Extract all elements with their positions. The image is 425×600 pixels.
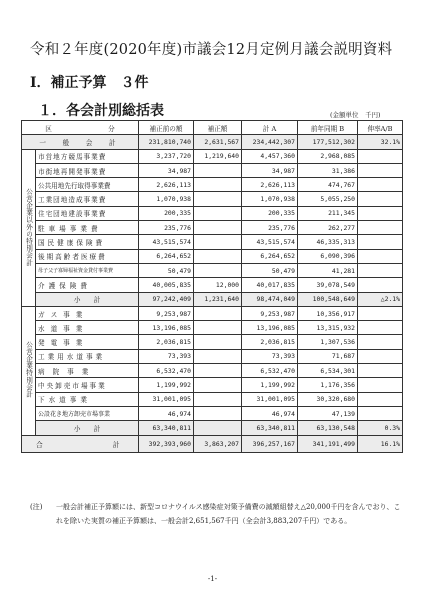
- group1-label: 公営企業以外の特別会計: [24, 187, 33, 266]
- table-row: [22, 263, 403, 277]
- sub-heading: １．各会計別総括表: [38, 103, 164, 119]
- subtotal-ratio: 0.3%: [358, 421, 403, 435]
- row-ratio: [358, 221, 403, 235]
- footnote: [30, 500, 406, 528]
- row-prev: 1,307,536: [298, 335, 358, 349]
- footnote-label: (注): [30, 503, 43, 511]
- row-total: 235,776: [242, 221, 298, 235]
- row-prev: 31,386: [298, 163, 358, 177]
- grand-total-ratio: 16.1%: [358, 435, 403, 452]
- row-total: 73,393: [242, 349, 298, 363]
- table-row: [22, 378, 403, 392]
- row-before: 2,626,113: [139, 178, 194, 192]
- subtotal-amount: 1,231,640: [194, 292, 242, 306]
- grand-total-row: [22, 435, 403, 452]
- row-amount: [194, 249, 242, 263]
- row-total: 40,017,835: [242, 278, 298, 292]
- row-before: 43,515,574: [139, 235, 194, 249]
- unit-note: (金額単位 千円): [330, 111, 381, 119]
- table-row: [22, 221, 403, 235]
- row-ratio: [358, 235, 403, 249]
- row-before: 46,974: [139, 406, 194, 420]
- row-total: 13,196,085: [242, 321, 298, 335]
- row-ratio: [358, 306, 403, 320]
- table-row: [22, 321, 403, 335]
- row-amount: [194, 178, 242, 192]
- row-name: 下水道事業: [36, 392, 139, 406]
- header-prev: 前年同期 B: [298, 121, 358, 135]
- row-name: 公設花き地方卸売市場事業: [36, 406, 139, 420]
- row-total: 1,199,992: [242, 378, 298, 392]
- row-ratio: [358, 263, 403, 277]
- row-before: 6,264,652: [139, 249, 194, 263]
- row-before: 73,393: [139, 349, 194, 363]
- table-row: [22, 306, 403, 320]
- grand-total-label: 合: [36, 440, 43, 449]
- table-row: [22, 149, 403, 163]
- row-name: 駐車場事業費: [36, 221, 139, 235]
- header-ratio: 伸率A/B: [358, 121, 403, 135]
- row-name: ガス事業: [36, 306, 139, 320]
- table-row: [22, 406, 403, 420]
- row-name: 市街地再開発事業費: [36, 163, 139, 177]
- row-prev: 1,176,356: [298, 378, 358, 392]
- row-amount: [194, 364, 242, 378]
- row-amount: [194, 306, 242, 320]
- general-amount: 2,631,567: [194, 135, 242, 149]
- row-ratio: [358, 163, 403, 177]
- row-name: 工業用水道事業: [36, 349, 139, 363]
- row-before: 9,253,987: [139, 306, 194, 320]
- row-before: 1,199,992: [139, 378, 194, 392]
- row-total: 1,070,938: [242, 192, 298, 206]
- row-total: 46,974: [242, 406, 298, 420]
- row-name: 国民健康保険費: [36, 235, 139, 249]
- row-ratio: [358, 249, 403, 263]
- table-row: [22, 178, 403, 192]
- table-row: [22, 163, 403, 177]
- row-name: 母子父子寡婦福祉資金貸付事業費: [36, 263, 139, 277]
- row-ratio: [358, 206, 403, 220]
- grand-total-prev: 341,191,499: [298, 435, 358, 452]
- row-amount: [194, 206, 242, 220]
- row-total: 2,626,113: [242, 178, 298, 192]
- group2-subtotal-row: [22, 421, 403, 435]
- table-row: [22, 335, 403, 349]
- row-name: 市営地方競馬事業費: [36, 149, 139, 163]
- row-name: 工業団地造成事業費: [36, 192, 139, 206]
- table-row: [22, 249, 403, 263]
- row-ratio: [358, 406, 403, 420]
- row-before: 6,532,470: [139, 364, 194, 378]
- subtotal-amount: [194, 421, 242, 435]
- row-total: 34,987: [242, 163, 298, 177]
- page-title: 令和２年度(2020年度)市議会12月定例月議会説明資料: [30, 42, 393, 58]
- row-ratio: [358, 349, 403, 363]
- row-before: 13,196,085: [139, 321, 194, 335]
- row-name: 中央卸売市場事業: [36, 378, 139, 392]
- row-before: 34,987: [139, 163, 194, 177]
- row-prev: 6,090,396: [298, 249, 358, 263]
- row-amount: [194, 235, 242, 249]
- row-prev: 211,345: [298, 206, 358, 220]
- table-row: [22, 206, 403, 220]
- grand-total-amount: 3,863,207: [194, 435, 242, 452]
- row-name: 住宅団地建設事業費: [36, 206, 139, 220]
- row-name: 発電事業: [36, 335, 139, 349]
- footnote-text: 一般会計補正予算額には、新型コロナウイルス感染症対策予備費の減額組替え△20,000千円を含んでおり、これを除いた実質の補正予算額は、一般会計2,651,567千円（全会計3,883,207千円）である。: [56, 503, 401, 525]
- header-amount: 補正額: [194, 121, 242, 135]
- group1-subtotal-row: [22, 292, 403, 306]
- group2-label-cell: [22, 306, 36, 435]
- row-ratio: [358, 278, 403, 292]
- row-ratio: [358, 392, 403, 406]
- section-heading: Ⅰ．補正予算 ３件: [30, 75, 149, 91]
- row-total: 9,253,987: [242, 306, 298, 320]
- subtotal-ratio: △2.1%: [358, 292, 403, 306]
- row-prev: 6,534,301: [298, 364, 358, 378]
- row-amount: [194, 335, 242, 349]
- row-amount: [194, 321, 242, 335]
- row-amount: [194, 392, 242, 406]
- row-amount: 12,000: [194, 278, 242, 292]
- row-name: 病院事業: [36, 364, 139, 378]
- row-before: 235,776: [139, 221, 194, 235]
- grand-total-before: 392,393,960: [139, 435, 194, 452]
- header-bun: 分: [108, 124, 115, 133]
- row-total: 43,515,574: [242, 235, 298, 249]
- row-amount: [194, 263, 242, 277]
- general-before: 231,810,740: [139, 135, 194, 149]
- row-amount: [194, 221, 242, 235]
- header-row: [22, 121, 403, 135]
- row-total: 6,264,652: [242, 249, 298, 263]
- budget-summary-table: [21, 120, 403, 453]
- row-amount: [194, 192, 242, 206]
- table-row: [22, 192, 403, 206]
- row-total: 200,335: [242, 206, 298, 220]
- subtotal-prev: 100,548,649: [298, 292, 358, 306]
- row-prev: 474,767: [298, 178, 358, 192]
- row-ratio: [358, 335, 403, 349]
- table-row: [22, 349, 403, 363]
- header-category: [22, 121, 139, 135]
- row-before: 3,237,720: [139, 149, 194, 163]
- row-total: 50,479: [242, 263, 298, 277]
- row-before: 200,335: [139, 206, 194, 220]
- row-prev: 46,335,313: [298, 235, 358, 249]
- subtotal-total: 63,340,811: [242, 421, 298, 435]
- row-prev: 71,687: [298, 349, 358, 363]
- row-ratio: [358, 378, 403, 392]
- row-amount: [194, 163, 242, 177]
- row-prev: 30,320,680: [298, 392, 358, 406]
- row-prev: 2,968,085: [298, 149, 358, 163]
- row-before: 31,001,095: [139, 392, 194, 406]
- group2-label: 公営企業特別会計: [24, 341, 33, 399]
- row-ratio: [358, 364, 403, 378]
- general-total: 234,442,307: [242, 135, 298, 149]
- table-row: [22, 278, 403, 292]
- row-ratio: [358, 149, 403, 163]
- subtotal-label: 小 計: [36, 421, 139, 435]
- header-before: 補正前の額: [139, 121, 194, 135]
- subtotal-total: 98,474,049: [242, 292, 298, 306]
- row-name: 後期高齢者医療費: [36, 249, 139, 263]
- row-total: 6,532,470: [242, 364, 298, 378]
- general-account-label: 一 般 会 計: [22, 135, 139, 149]
- row-before: 40,005,835: [139, 278, 194, 292]
- group1-label-cell: [22, 149, 36, 306]
- row-ratio: [358, 321, 403, 335]
- table-row: [22, 235, 403, 249]
- row-prev: 39,078,549: [298, 278, 358, 292]
- subtotal-label: 小 計: [36, 292, 139, 306]
- header-total: 計 A: [242, 121, 298, 135]
- row-amount: [194, 349, 242, 363]
- subtotal-before: 97,242,409: [139, 292, 194, 306]
- row-amount: [194, 406, 242, 420]
- row-before: 1,070,938: [139, 192, 194, 206]
- row-before: 2,036,815: [139, 335, 194, 349]
- row-name: 水道事業: [36, 321, 139, 335]
- subtotal-prev: 63,130,548: [298, 421, 358, 435]
- general-ratio: 32.1%: [358, 135, 403, 149]
- row-prev: 47,139: [298, 406, 358, 420]
- general-account-row: [22, 135, 403, 149]
- row-ratio: [358, 192, 403, 206]
- table-row: [22, 392, 403, 406]
- grand-total-label-cell: [22, 435, 139, 452]
- subtotal-before: 63,340,811: [139, 421, 194, 435]
- row-prev: 262,277: [298, 221, 358, 235]
- row-name: 公共用地先行取得事業費: [36, 178, 139, 192]
- grand-total-total: 396,257,167: [242, 435, 298, 452]
- row-total: 4,457,360: [242, 149, 298, 163]
- row-amount: [194, 378, 242, 392]
- row-prev: 5,055,250: [298, 192, 358, 206]
- row-before: 50,479: [139, 263, 194, 277]
- header-ku: 区: [45, 124, 52, 133]
- row-amount: 1,219,640: [194, 149, 242, 163]
- table-row: [22, 364, 403, 378]
- row-prev: 13,315,932: [298, 321, 358, 335]
- row-total: 2,036,815: [242, 335, 298, 349]
- row-name: 介護保険費: [36, 278, 139, 292]
- row-prev: 10,356,917: [298, 306, 358, 320]
- grand-total-label2: 計: [112, 440, 120, 449]
- row-ratio: [358, 178, 403, 192]
- row-prev: 41,281: [298, 263, 358, 277]
- page-number: -1-: [207, 575, 218, 583]
- general-prev: 177,512,302: [298, 135, 358, 149]
- row-total: 31,001,095: [242, 392, 298, 406]
